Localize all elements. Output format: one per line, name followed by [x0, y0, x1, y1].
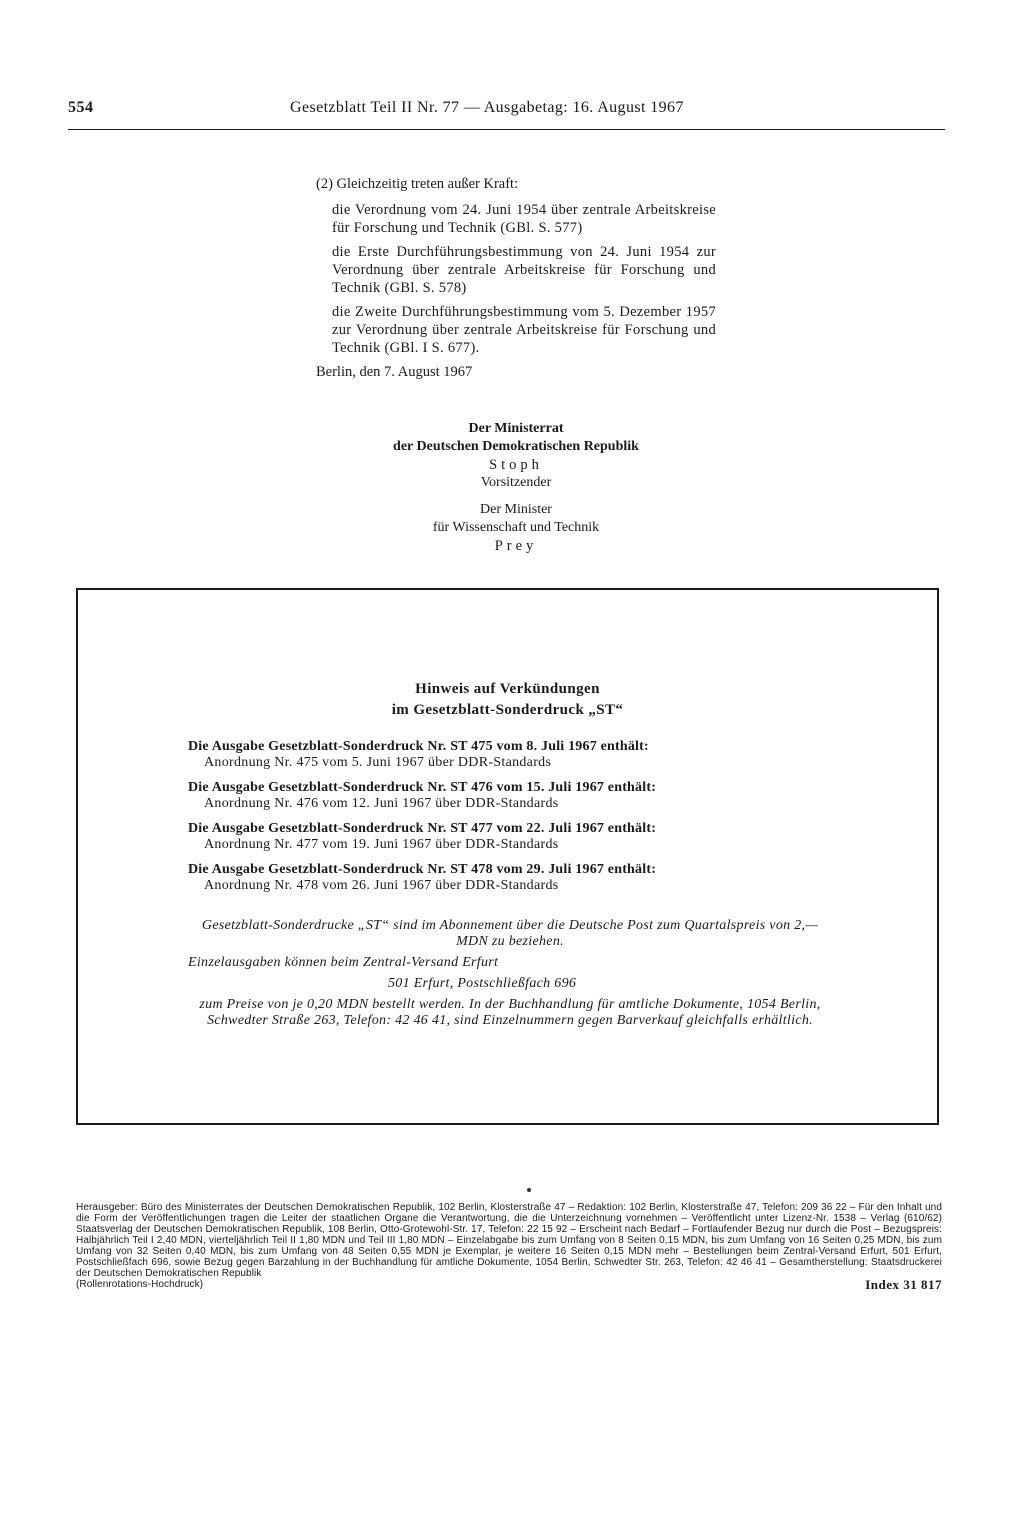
signature-gap [316, 492, 716, 501]
repeal-section [316, 175, 716, 385]
council-name-line2: der Deutschen Demokratischen Republik [393, 439, 639, 454]
issue-heading: Die Ausgabe Gesetzblatt-Sonderdruck Nr. ST 475 vom 8. Juli 1967 enthält: [188, 739, 649, 754]
issue-list [188, 739, 788, 903]
issue-content: Anordnung Nr. 475 vom 5. Juni 1967 über DDR-Standards [204, 755, 552, 770]
separator-dot [527, 1188, 531, 1192]
issue-heading: Die Ausgabe Gesetzblatt-Sonderdruck Nr. ST 478 vom 29. Juli 1967 enthält: [188, 862, 657, 877]
imprint-text: Herausgeber: Büro des Ministerrates der Deutschen Demokratischen Republik, 102 Berlin, Klosterstraße 47 – Redaktion: 102 Berlin, Klosterstraße 47, Telefon: 209 36 22 – Für den Inhalt und die Form der Veröffentlichungen tragen die Leiter der staatlichen Organe die Verantwortung, die die Unterzeichnung vornehmen – Veröffentlicht unter Lizenz-Nr. 1538 – Verlag (610/62) Staatsverlag der Deutschen Demokratischen Republik, 108 Berlin, Otto-Grotewohl-Str. 17, Telefon: 22 15 92 – Erscheint nach Bedarf – Fortlaufender Bezug nur durch die Post – Bezugspreis: Halbjährlich Teil I 2,40 MDN, vierteljährlich Teil II 1,80 MDN und Teil III 1,80 MDN – Einzelabgabe bis zum Umfang von 8 Seiten 0,15 MDN, bis zum Umfang von 16 Seiten 0,25 MDN, bis zum Umfang von 32 Seiten 0,40 MDN, bis zum Umfang von 48 Seiten 0,55 MDN je Exemplar, je weitere 16 Seiten 0,15 MDN mehr – Bestellungen beim Zentral-Versand Erfurt, 501 Erfurt, Postschließfach 696, sowie Bezug gegen Barzahlung in der Buchhandlung für amtliche Dokumente, 1054 Berlin, Schwedter Str. 263, Telefon: 42 46 41 – Gesamtherstellung: Staatsdruckerei der Deutschen Demokratischen Republik [76, 1202, 942, 1279]
imprint-last-line: (Rollenrotations-Hochdruck) [76, 1279, 204, 1290]
imprint [76, 1202, 942, 1290]
index-number: Index 31 817 [865, 1277, 942, 1292]
issue-entry [188, 739, 788, 771]
running-head: Gesetzblatt Teil II Nr. 77 — Ausgabetag: 16. August 1967 [290, 99, 684, 116]
repeal-intro: (2) Gleichzeitig treten außer Kraft: [316, 176, 519, 192]
repeal-item: die Erste Durchführungsbestimmung von 24. Juni 1954 zur Verordnung über zentrale Arbeitskreise für Forschung und Technik (GBl. S. 578) [332, 244, 716, 296]
place-date: Berlin, den 7. August 1967 [316, 364, 473, 380]
imprint-bottom-line [76, 1279, 942, 1290]
subscription-text: Gesetzblatt-Sonderdrucke „ST“ sind im Abonnement über die Deutsche Post zum Quartalspreis von 2,— MDN zu beziehen. [201, 918, 819, 949]
issue-entry [188, 821, 788, 853]
notice-title [78, 679, 937, 721]
price-info: zum Preise von je 0,20 MDN bestellt werden. In der Buchhandlung für amtliche Dokumente, 1054 Berlin, Schwedter Straße 263, Telefon: 42 46 41, sind Einzelnummern gegen Barverkauf gleichfalls erhältlich. [199, 997, 821, 1028]
signature-block [316, 420, 716, 555]
notice-box [76, 588, 939, 1125]
issue-content: Anordnung Nr. 476 vom 12. Juni 1967 über DDR-Standards [204, 796, 559, 811]
council-name-line1: Der Ministerrat [468, 421, 564, 436]
chair-title: Vorsitzender [480, 475, 552, 490]
minister-name: Prey [494, 538, 538, 554]
issue-entry [188, 862, 788, 894]
issue-content: Anordnung Nr. 478 vom 26. Juni 1967 über DDR-Standards [204, 878, 559, 893]
page-number: 554 [68, 99, 94, 116]
issue-entry [188, 780, 788, 812]
issue-content: Anordnung Nr. 477 vom 19. Juni 1967 über DDR-Standards [204, 837, 559, 852]
issue-heading: Die Ausgabe Gesetzblatt-Sonderdruck Nr. ST 477 vom 22. Juli 1967 enthält: [188, 821, 657, 836]
repeal-item: die Verordnung vom 24. Juni 1954 über zentrale Arbeitskreise für Forschung und Technik (GBl. S. 577) [332, 202, 716, 236]
single-copies-line2: 501 Erfurt, Postschließfach 696 [388, 976, 577, 991]
header-rule [68, 129, 945, 130]
minister-title-line1: Der Minister [480, 502, 552, 517]
repeal-item: die Zweite Durchführungsbestimmung vom 5. Dezember 1957 zur Verordnung über zentrale Arbeitskreise für Forschung und Technik (GBl. I S. 677). [332, 304, 716, 356]
chair-name: Stoph [489, 457, 543, 473]
minister-title-line2: für Wissenschaft und Technik [432, 520, 600, 535]
notice-title-line2: im Gesetzblatt-Sonderdruck „ST“ [391, 702, 624, 718]
subscription-info [188, 918, 832, 1034]
single-copies-line1: Einzelausgaben können beim Zentral-Versand Erfurt [188, 955, 499, 970]
notice-title-line1: Hinweis auf Verkündungen [415, 681, 600, 697]
issue-heading: Die Ausgabe Gesetzblatt-Sonderdruck Nr. ST 476 vom 15. Juli 1967 enthält: [188, 780, 657, 795]
